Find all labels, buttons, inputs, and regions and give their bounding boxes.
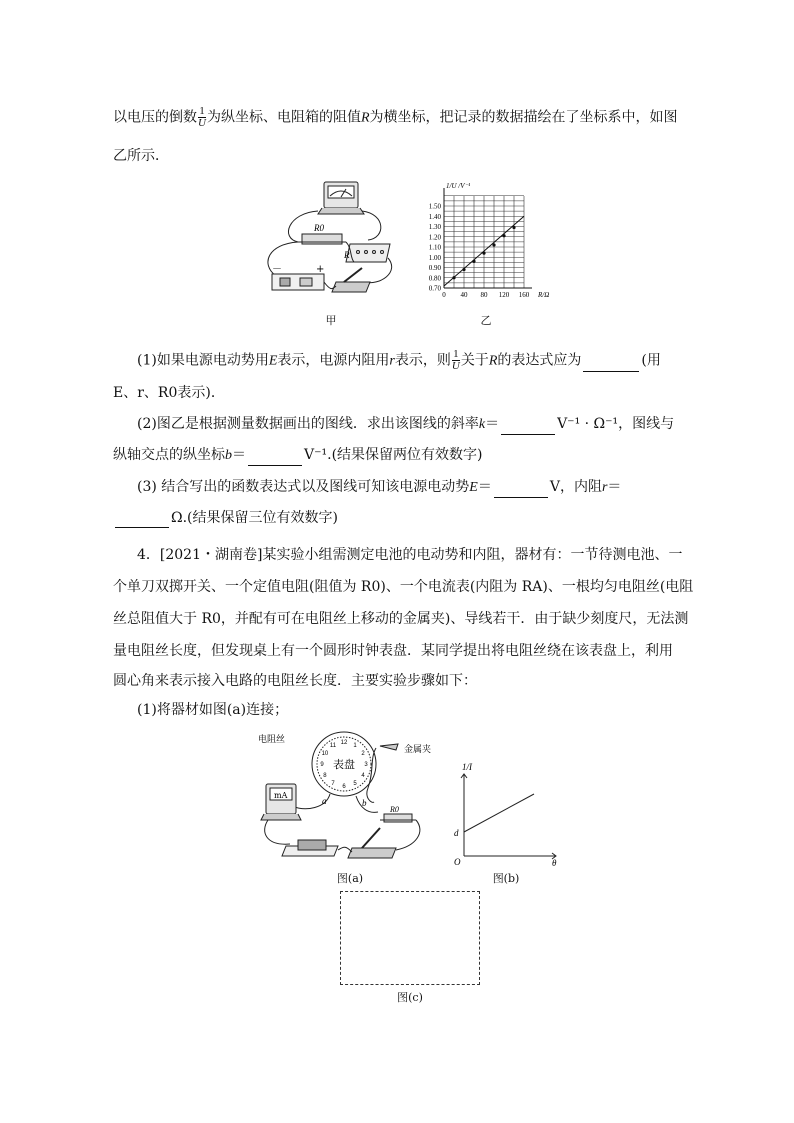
q1-line-2: E、r、R0表示)． bbox=[113, 385, 225, 401]
clock-number: 3 bbox=[364, 762, 368, 768]
label-minus: － bbox=[272, 264, 282, 275]
data-point bbox=[492, 243, 495, 246]
clock-number: 10 bbox=[321, 751, 329, 757]
y-tick-label: 1.20 bbox=[428, 233, 441, 242]
graph-b-origin: O bbox=[454, 857, 461, 867]
circuit-diagram-jia bbox=[258, 178, 398, 304]
x-tick-label: 120 bbox=[498, 291, 510, 299]
y-tick-label: 0.90 bbox=[428, 264, 441, 272]
label-b: b bbox=[362, 798, 367, 808]
label-dial: 表盘 bbox=[333, 758, 355, 771]
answer-blank-k[interactable] bbox=[501, 420, 555, 435]
fraction-1-over-u: $\frac{1}{U}$ bbox=[198, 105, 206, 129]
caption-fig-a: 图(a) bbox=[336, 872, 364, 885]
label-resistance-wire: 电阻丝 bbox=[258, 735, 286, 745]
clock-number: 9 bbox=[320, 762, 324, 768]
intro-line-2: 乙所示． bbox=[113, 148, 169, 164]
label-r: R bbox=[344, 250, 350, 260]
q3-line-2: Ω.(结果保留三位有效数字) bbox=[113, 508, 338, 528]
graph-b-xlabel: θ bbox=[552, 858, 557, 868]
data-point bbox=[512, 226, 515, 229]
figure-c-dashed-box[interactable] bbox=[340, 891, 480, 985]
p4-line-5: 圆心角来表示接入电路的电阻丝长度．主要实验步骤如下： bbox=[113, 673, 477, 689]
label-a: a bbox=[322, 796, 327, 806]
y-tick-label: 1.10 bbox=[428, 243, 441, 252]
clock-number: 1 bbox=[353, 742, 357, 749]
clock-number: 4 bbox=[361, 773, 365, 779]
answer-blank-q1[interactable] bbox=[583, 357, 639, 372]
y-tick-label: 0.80 bbox=[428, 274, 441, 283]
x-tick-label: 0 bbox=[442, 291, 446, 299]
graph-b-intercept: d bbox=[454, 828, 459, 838]
graph-b-ylabel: 1/I bbox=[462, 762, 472, 772]
p4-line-2: 个单刀双掷开关、一个定值电阻(阻值为 R0)、一个电流表(内阻为 RA)、一根均匀电阻丝(电阻 bbox=[113, 579, 694, 595]
q2-line-2: 纵轴交点的纵坐标b＝ V⁻¹.(结果保留两位有效数字) bbox=[113, 445, 483, 466]
y-axis-label: 1/U /V⁻¹ bbox=[446, 182, 471, 190]
label-metal-clip: 金属夹 bbox=[404, 745, 432, 755]
x-axis-label: R/Ω bbox=[538, 291, 550, 299]
p4-line-4: 量电阻丝长度，但发现桌上有一个圆形时钟表盘．某同学提出将电阻丝绕在该表盘上，利用 bbox=[113, 643, 673, 659]
p4-line-1: 4．[2021・湖南卷]某实验小组需测定电池的电动势和内阻，器材有：一节待测电池、一 bbox=[137, 547, 683, 563]
label-ma: mA bbox=[274, 791, 288, 800]
data-point bbox=[502, 234, 505, 237]
answer-blank-r[interactable] bbox=[115, 513, 169, 528]
data-point bbox=[472, 260, 475, 263]
label-plus: + bbox=[316, 264, 325, 275]
clock-number: 12 bbox=[340, 740, 348, 746]
y-tick-label: 1.00 bbox=[428, 253, 441, 262]
intro-line-1: 以电压的倒数 $\frac{1}{U}$ 为纵坐标、电阻箱的阻值R为横坐标，把记录的数据描绘在了坐标系中，如图 bbox=[113, 105, 678, 129]
figure-a-circuit bbox=[256, 728, 436, 870]
label-r0-a: R0 bbox=[390, 805, 399, 814]
clock-number: 7 bbox=[331, 781, 335, 788]
clock-number: 11 bbox=[329, 742, 337, 749]
y-tick-label: 1.30 bbox=[428, 223, 441, 231]
q1-line-1: (1)如果电源电动势用E表示，电源内阻用r表示，则 $\frac{1}{U}$ 关于R的表达式应为 (用 bbox=[137, 348, 661, 372]
q3-line-1: (3) 结合写出的函数表达式以及图线可知该电源电动势E＝ V，内阻r＝ bbox=[137, 477, 621, 498]
y-tick-label: 1.50 bbox=[428, 202, 441, 211]
caption-yi: 乙 bbox=[480, 314, 492, 327]
clock-number: 6 bbox=[342, 784, 346, 790]
data-point bbox=[452, 276, 455, 279]
caption-jia: 甲 bbox=[325, 314, 337, 327]
clock-number: 2 bbox=[361, 751, 365, 757]
clock-number: 8 bbox=[323, 773, 327, 779]
data-point bbox=[462, 268, 465, 271]
p4-step-1: (1)将器材如图(a)连接； bbox=[137, 702, 289, 718]
x-tick-label: 160 bbox=[518, 291, 530, 299]
data-point bbox=[482, 252, 485, 255]
answer-blank-b[interactable] bbox=[248, 451, 302, 466]
x-tick-label: 80 bbox=[480, 291, 488, 299]
figure-b-graph bbox=[448, 762, 560, 868]
q2-line-1: (2)图乙是根据测量数据画出的图线．求出该图线的斜率k＝ V⁻¹ · Ω⁻¹，图线与 bbox=[137, 414, 674, 435]
fraction-1-over-u-q1: $\frac{1}{U}$ bbox=[451, 348, 460, 372]
caption-fig-b: 图(b) bbox=[492, 872, 520, 885]
label-r0: R0 bbox=[314, 223, 324, 233]
x-tick-label: 40 bbox=[460, 291, 468, 299]
answer-blank-e[interactable] bbox=[494, 483, 548, 498]
y-tick-label: 0.70 bbox=[428, 284, 441, 293]
caption-fig-c: 图(c) bbox=[397, 991, 423, 1004]
y-tick-label: 1.40 bbox=[428, 212, 441, 221]
p4-line-3: 丝总阻值大于 R0，并配有可在电阻丝上移动的金属夹)、导线若干．由于缺少刻度尺，无法测 bbox=[113, 611, 689, 627]
clock-number: 5 bbox=[353, 781, 357, 788]
graph-yi bbox=[412, 176, 562, 306]
